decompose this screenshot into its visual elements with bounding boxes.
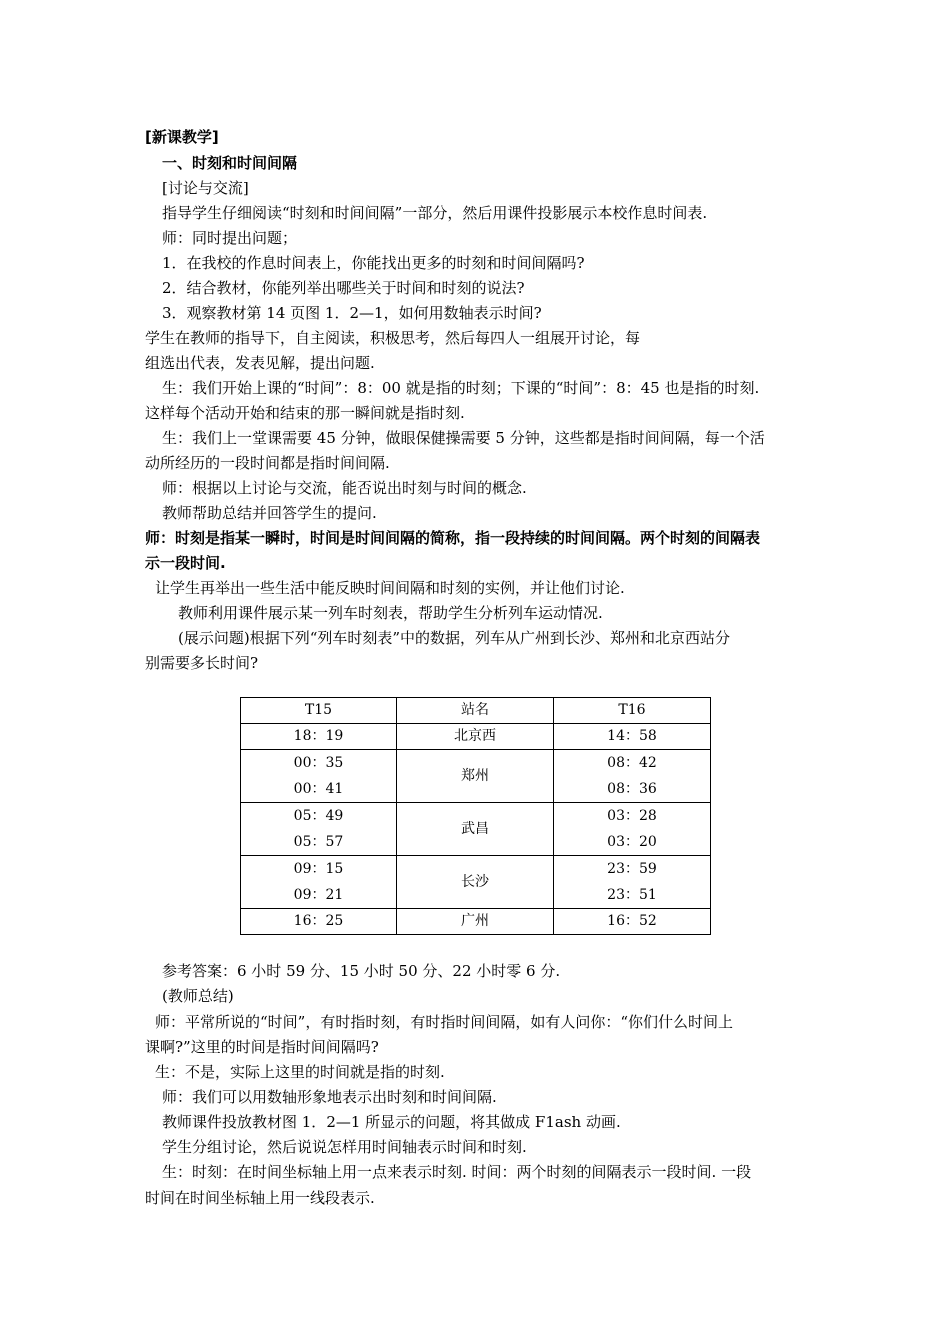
section-title: 一、时刻和时间间隔 <box>162 154 298 172</box>
departure-time: 08：36 <box>607 781 657 797</box>
paragraph-line: (教师总结) <box>162 987 234 1005</box>
paragraph-line: 学生分组讨论，然后说说怎样用时间轴表示时间和时刻. <box>162 1138 527 1156</box>
t15-time: 18：19 <box>241 724 397 750</box>
paragraph-line: 生：不是，实际上这里的时间就是指的时刻. <box>155 1063 445 1081</box>
arrival-time: 05：49 <box>293 808 344 824</box>
paragraph-line: (展示问题)根据下列“列车时刻表”中的数据，列车从广州到长沙、郑州和北京西站分 <box>178 629 731 647</box>
paragraph-line: 指导学生仔细阅读“时刻和时间间隔”一部分，然后用课件投影展示本校作息时间表. <box>162 204 708 222</box>
station-name: 武昌 <box>397 803 554 856</box>
t16-time <box>554 803 711 856</box>
paragraph-line: 教师课件投放教材图 1．2—1 所显示的问题，将其做成 F1ash 动画. <box>162 1113 621 1131</box>
t15-time <box>241 803 397 856</box>
arrival-time: 09：15 <box>293 861 344 877</box>
t16-time: 14：58 <box>554 724 711 750</box>
station-name: 郑州 <box>397 750 554 803</box>
t16-time <box>554 750 711 803</box>
train-timetable <box>240 697 711 935</box>
definition-line: 师：时刻是指某一瞬时，时间是时间间隔的简称，指一段持续的时间间隔。两个时刻的间隔表 <box>145 529 761 547</box>
t15-time <box>241 750 397 803</box>
table-header-row <box>241 698 711 724</box>
station-name: 北京西 <box>397 724 554 750</box>
departure-time: 00：41 <box>293 781 344 797</box>
departure-time: 09：21 <box>293 887 344 903</box>
paragraph-line: 师：同时提出问题； <box>162 229 298 247</box>
paragraph-line: 师：我们可以用数轴形象地表示出时刻和时间间隔. <box>162 1088 497 1106</box>
station-name: 广州 <box>397 909 554 935</box>
definition-line: 示一段时间. <box>145 554 226 572</box>
departure-time: 05：57 <box>293 834 344 850</box>
paragraph-line: 师：平常所说的“时间”，有时指时刻，有时指时间间隔，如有人问你：“你们什么时间上 <box>155 1013 734 1031</box>
t16-time: 16：52 <box>554 909 711 935</box>
header-station: 站名 <box>397 698 554 724</box>
question-line: 3．观察教材第 14 页图 1．2—1，如何用数轴表示时间? <box>162 304 542 322</box>
paragraph-line: 时间在时间坐标轴上用一线段表示. <box>145 1189 375 1207</box>
discussion-label: [讨论与交流] <box>162 179 249 197</box>
paragraph-line: 生：我们开始上课的“时间”：8：00 就是指的时刻；下课的“时间”：8：45 也是指的时刻. <box>162 379 760 397</box>
t15-time: 16：25 <box>241 909 397 935</box>
t16-time <box>554 856 711 909</box>
paragraph-line: 组选出代表，发表见解，提出问题. <box>145 354 375 372</box>
table-row <box>241 724 711 750</box>
table-row <box>241 909 711 935</box>
departure-time: 23：51 <box>607 887 657 903</box>
arrival-time: 03：28 <box>607 808 657 824</box>
departure-time: 03：20 <box>607 834 657 850</box>
t15-time <box>241 856 397 909</box>
paragraph-line: 让学生再举出一些生活中能反映时间间隔和时刻的实例，并让他们讨论. <box>155 579 625 597</box>
paragraph-line: 这样每个活动开始和结束的那一瞬间就是指时刻. <box>145 404 465 422</box>
answer-line: 参考答案：6 小时 59 分、15 小时 50 分、22 小时零 6 分. <box>162 962 561 980</box>
arrival-time: 23：59 <box>607 861 657 877</box>
header-t16: T16 <box>554 698 711 724</box>
paragraph-line: 课啊?”这里的时间是指时间间隔吗? <box>145 1038 379 1056</box>
question-line: 2．结合教材，你能列举出哪些关于时间和时刻的说法? <box>162 279 525 297</box>
paragraph-line: 教师利用课件展示某一列车时刻表，帮助学生分析列车运动情况. <box>178 604 603 622</box>
paragraph-line: 动所经历的一段时间都是指时间间隔. <box>145 454 390 472</box>
header-t15: T15 <box>241 698 397 724</box>
paragraph-line: 教师帮助总结并回答学生的提问. <box>162 504 377 522</box>
heading: [新课教学] <box>145 128 219 146</box>
paragraph-line: 师：根据以上讨论与交流，能否说出时刻与时间的概念. <box>162 479 527 497</box>
table-row <box>241 856 711 909</box>
paragraph-line: 生：我们上一堂课需要 45 分钟，做眼保健操需要 5 分钟，这些都是指时间间隔，每一个活 <box>162 429 765 447</box>
table-row <box>241 750 711 803</box>
arrival-time: 00：35 <box>293 755 344 771</box>
arrival-time: 08：42 <box>607 755 657 771</box>
paragraph-line: 学生在教师的指导下，自主阅读，积极思考，然后每四人一组展开讨论，每 <box>145 329 641 347</box>
question-line: 1．在我校的作息时间表上，你能找出更多的时刻和时间间隔吗? <box>162 254 585 272</box>
paragraph-line: 别需要多长时间? <box>145 654 259 672</box>
table-row <box>241 803 711 856</box>
station-name: 长沙 <box>397 856 554 909</box>
paragraph-line: 生：时刻：在时间坐标轴上用一点来表示时刻. 时间：两个时刻的间隔表示一段时间. 一段 <box>162 1163 752 1181</box>
